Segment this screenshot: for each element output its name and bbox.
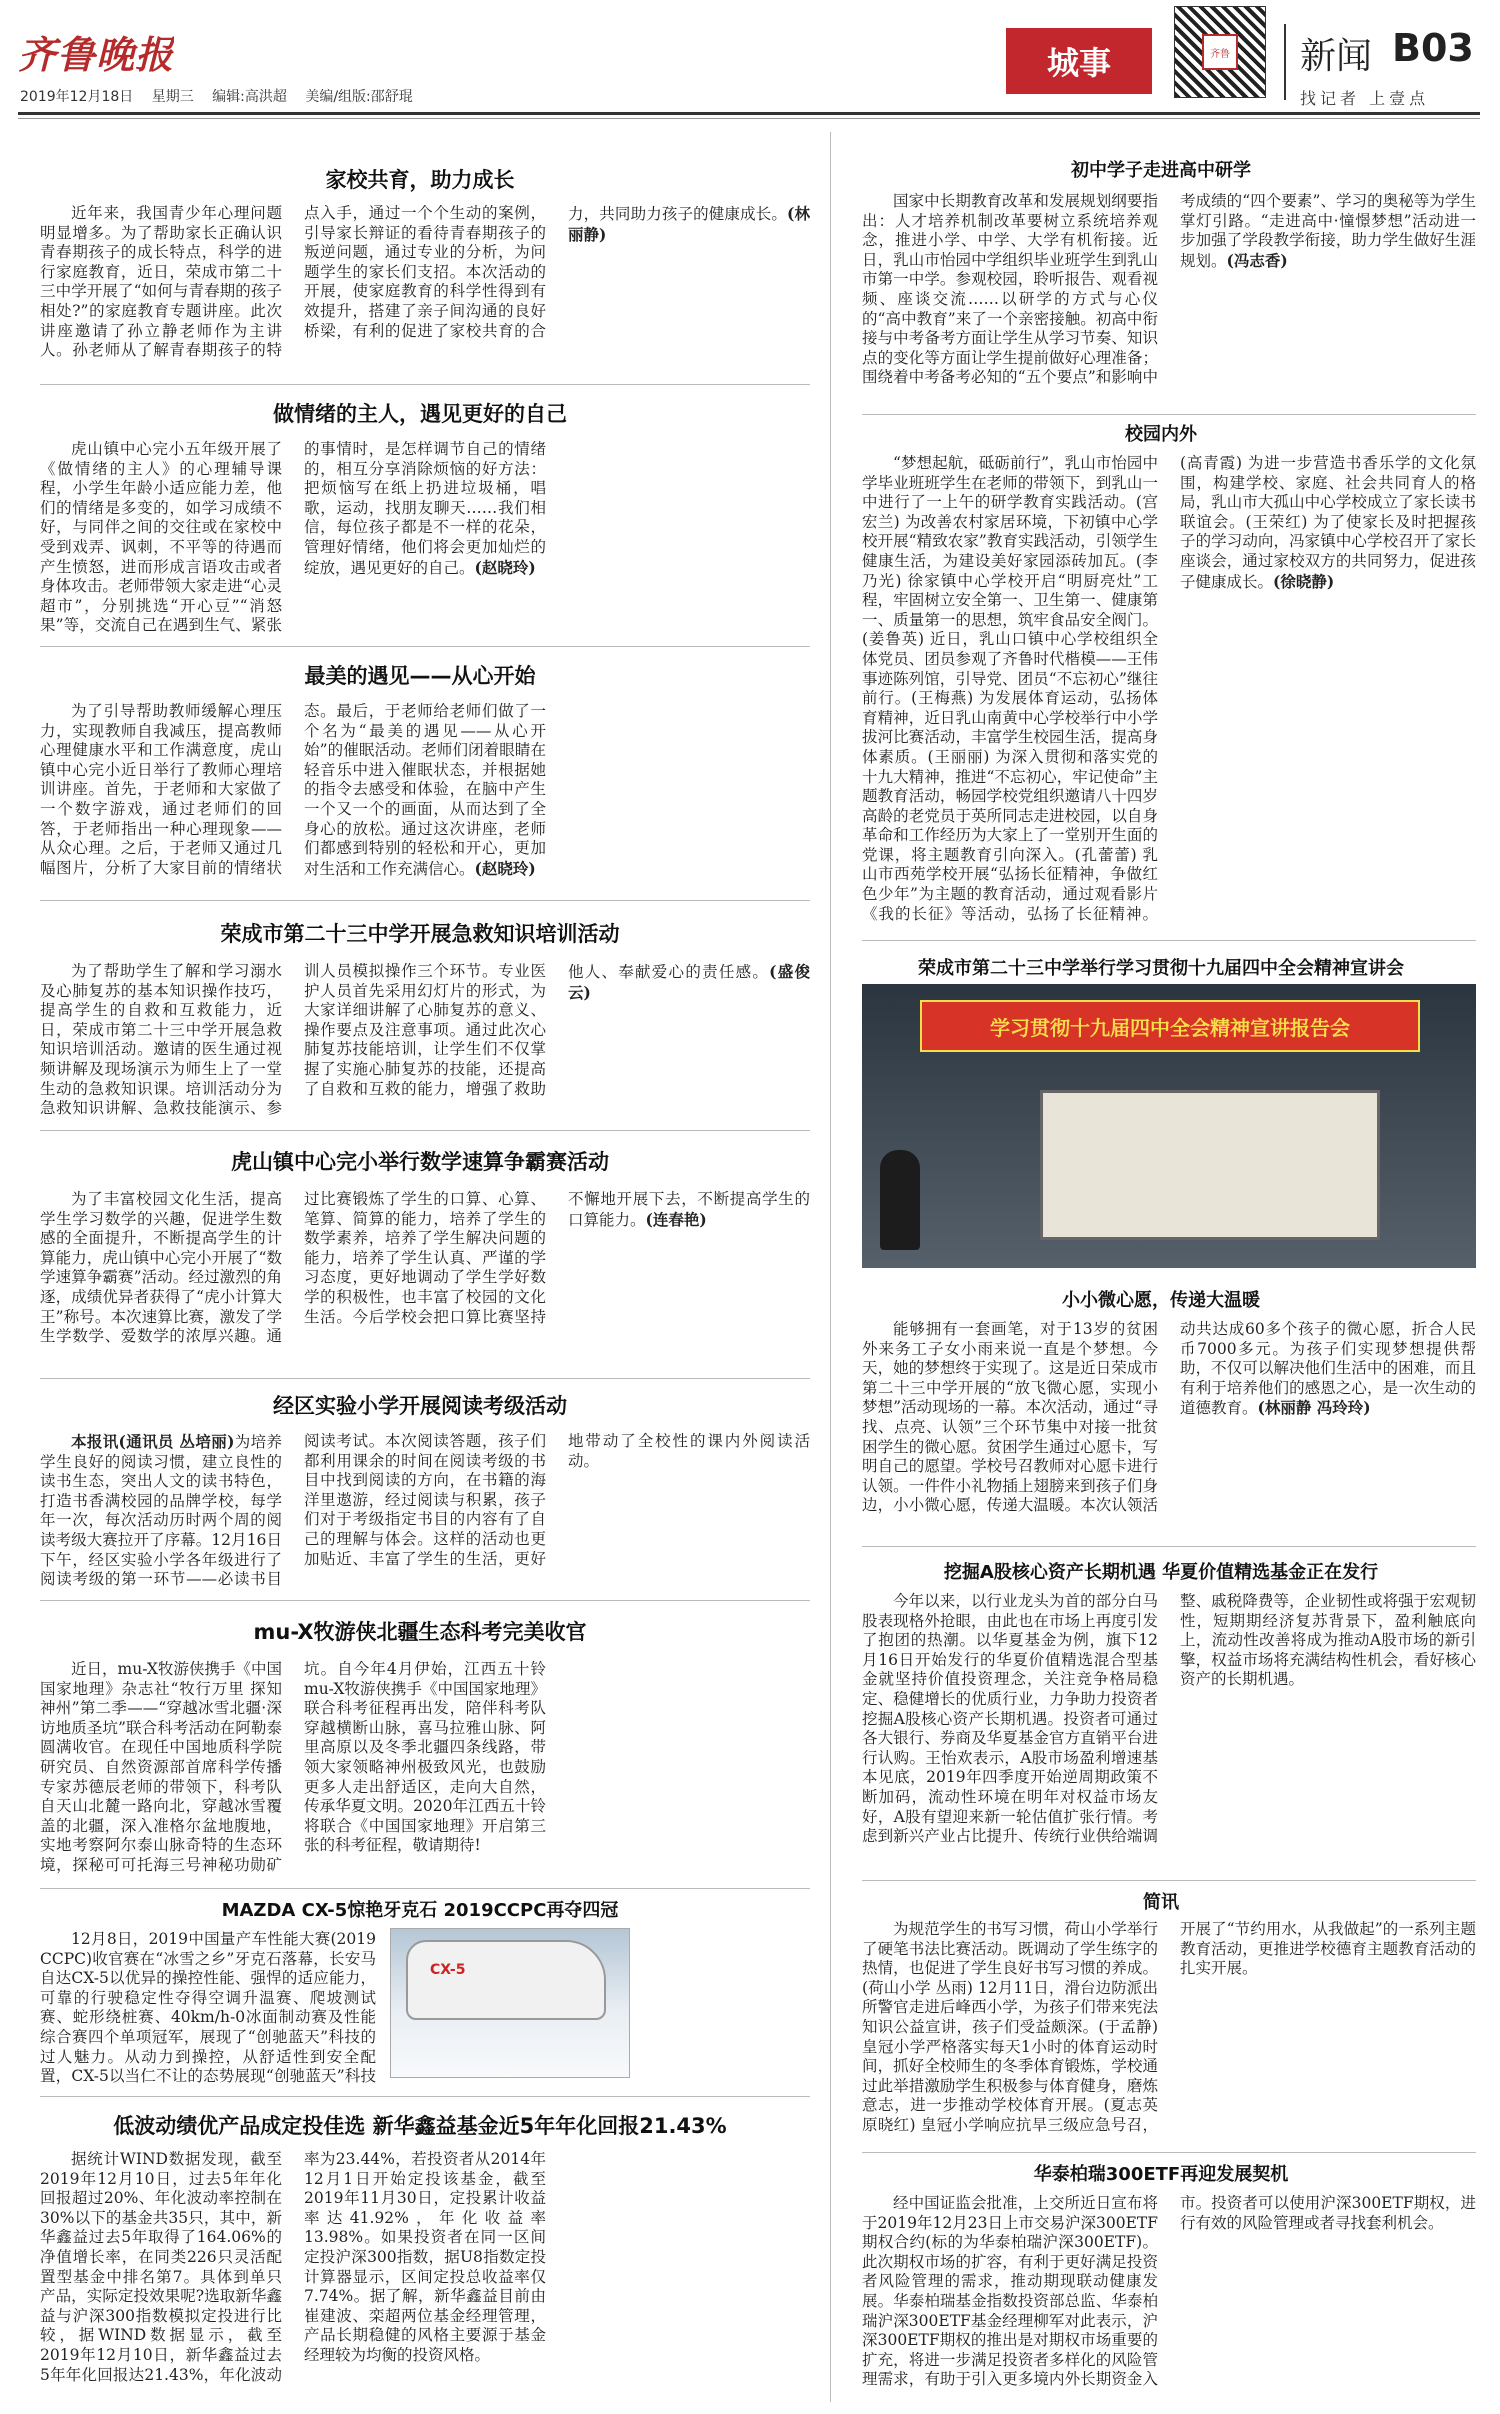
issue-designer: 美编/组版:邵舒琨 (305, 89, 413, 105)
article-separator (40, 646, 810, 647)
article-body (40, 962, 810, 1122)
page-number: B03 (1392, 26, 1474, 70)
article-separator (40, 1378, 810, 1379)
article-separator (40, 1600, 810, 1601)
qr-center-label: 齐鲁 (1202, 34, 1238, 70)
article-text: 为规范学生的书写习惯，荷山小学举行了硬笔书法比赛活动。既调动了学生练字的热情，也促进了学生良好书写习惯的养成。(荷山小学 丛雨) 12月11日，滑台边防派出所警官走进后峰西小学，为孩子们带来宪法知识公益宣讲，孩子们受益颇深。(于孟静) 皇冠小学严格落实每天1小时的体育运动时间，抓好全校师生的冬季体育锻炼，学校通过此举措激励学生积极参与体育健身，磨炼意志，进一步推动学校体育开展。(夏志英 原晓红) 皇冠小学响应抗旱三级应急号召，开展了“节约用水，从我做起”的一系列主题教育活动，更推进学校德育主题教育活动的扎实开展。 (862, 1920, 1476, 2134)
article-body (40, 204, 810, 376)
article-byline: (盛俊云) (568, 962, 810, 1002)
article-separator (40, 384, 810, 385)
article-title: 虎山镇中心完小举行数学速算争霸赛活动 (231, 1150, 609, 1174)
projection-screen (1040, 1090, 1380, 1240)
article-text: 经中国证监会批准，上交所近日宣布将于2019年12月23日上市交易沪深300ETF期权合约(标的为华泰柏瑞沪深300ETF)。此次期权市场的扩容，有利于更好满足投资者风险管理的需求，推动期现联动健康发展。华泰柏瑞基金指数投资部总监、华泰柏瑞沪深300ETF基金经理柳军对此表示，沪深300ETF期权的推出是对期权市场重要的扩充，将进一步满足投资者多样化的风险管理需求，有助于引入更多境内外长期资金入市。投资者可以使用沪深300ETF期权，进行有效的风险管理或者寻找套利机会。 (862, 2194, 1476, 2389)
article-text: 为了丰富校园文化生活，提高学生学习数学的兴趣，促进学生数感的全面提升，不断提高学生的计算能力，虎山镇中心完小开展了“数学速算争霸赛”活动。经过激烈的角逐，成绩优异者获得了“虎小计算大王”称号。本次速算比赛，激发了学生学数学、爱数学的浓厚兴趣。通过比赛锻炼了学生的口算、心算、笔算、简算的能力，培养了学生的数学素养，培养了学生解决问题的能力，培养了学生认真、严谨的学习态度，更好地调动了学生学好数学的积极性，也丰富了校园的文化生活。今后学校会把口算比赛坚持不懈地开展下去，不断提高学生的口算能力。 (40, 1190, 810, 1346)
article-title: 校园内外 (1125, 424, 1197, 445)
news-label: 新闻 (1300, 36, 1373, 77)
event-banner: 学习贯彻十九届四中全会精神宣讲报告会 (920, 1000, 1420, 1052)
article-separator (40, 900, 810, 901)
article-byline: (赵晓玲) (474, 557, 536, 577)
car-shape (406, 1940, 606, 2020)
article-title: mu-X牧游侠北疆生态科考完美收官 (253, 1620, 587, 1644)
masthead-rule (18, 112, 1480, 115)
article-text: 国家中长期教育改革和发展规划纲要指出：人才培养机制改革要树立系统培养观念，推进小学、中学、大学有机衔接。近日，乳山市怡园中学组织毕业班学生到乳山市第一中学。参观校园，聆听报告、观看视频、座谈交流……以研学的方式与心仪的“高中教育”来了一个亲密接触。初高中衔接与中考备考方面让学生从学习节奏、知识点的变化等方面让学生提前做好心理准备；围绕着中考备考必知的“五个要点”和影响中考成绩的“四个要素”、学习的奥秘等为学生掌灯引路。“走进高中·憧憬梦想”活动进一步加强了学段教学衔接，助力学生做好生涯规划。 (862, 192, 1476, 387)
article-separator (862, 2152, 1476, 2153)
article-body-left (40, 1930, 376, 2086)
masthead-divider (1284, 24, 1286, 100)
article-text: 近年来，我国青少年心理问题明显增多。为了帮助家长正确认识青春期孩子的成长特点，科学的进行家庭教育，近日，荣成市第二十三中学开展了“如何与青春期的孩子相处?”的家庭教育专题讲座。此次讲座邀请了孙立静老师作为主讲人。孙老师从了解青春期孩子的特点入手，通过一个个生动的案例，引导家长辩证的看待青春期孩子的叛逆问题，通过专业的分析，为问题学生的家长们支招。本次活动的开展，使家庭教育的科学性得到有效提升，搭建了亲子间沟通的良好桥梁，有利的促进了家校共育的合力，共同助力孩子的健康成长。 (40, 204, 787, 360)
article-byline: (连春艳) (645, 1209, 707, 1229)
article-byline: (徐晓静) (1273, 571, 1335, 591)
article-separator (862, 1880, 1476, 1881)
article-body (40, 1660, 810, 1882)
article-body (862, 1920, 1476, 2148)
article-title: 家校共育，助力成长 (325, 168, 515, 192)
article-title: 华泰柏瑞300ETF再迎发展契机 (1033, 2164, 1289, 2185)
article-body (40, 1432, 810, 1592)
article-separator (862, 940, 1476, 941)
article-separator (40, 1130, 810, 1131)
article-lead: 本报讯(通讯员 丛培丽) (71, 1432, 235, 1451)
article-title: 经区实验小学开展阅读考级活动 (273, 1394, 567, 1418)
article-text: 为了帮助学生了解和学习溺水及心肺复苏的基本知识操作技巧，提高学生的自救和互救能力，近日，荣成市第二十三中学开展急救知识培训活动。邀请的医生通过视频讲解及现场演示为师生上了一堂生动的急救知识课。培训活动分为急救知识讲解、急救技能演示、参训人员模拟操作三个环节。专业医护人员首先采用幻灯片的形式，为大家详细讲解了心肺复苏的意义、操作要点及注意事项。通过此次心肺复苏技能培训，让学生们不仅掌握了实施心肺复苏的技能，还提高了自救和互救的能力，增强了救助他人、奉献爱心的责任感。 (40, 962, 770, 1118)
section-label: 城事 (1006, 28, 1152, 94)
article-body (862, 192, 1476, 406)
article-text: 能够拥有一套画笔，对于13岁的贫困外来务工子女小雨来说一直是个梦想。今天，她的梦想终于实现了。这是近日荣成市第二十三中学开展的“放飞微心愿，实现小梦想”活动现场的一幕。本次活动，通过“寻找、点亮、认领”三个环节集中对接一批贫困学生的微心愿。贫困学生通过心愿卡，写明自己的愿望。学校号召教师对心愿卡进行认领。一件件小礼物插上翅膀来到孩子们身边，小小微心愿，传递大温暖。本次认领活动共达成60多个孩子的微心愿，折合人民币7000多元。为孩子们实现梦想提供帮助，不仅可以解决他们生活中的困难，而且有利于培养他们的感恩之心，是一次生动的道德教育。 (862, 1320, 1476, 1515)
article-title: 挖掘A股核心资产长期机遇 华夏价值精选基金正在发行 (943, 1562, 1379, 1583)
article-title: 最美的遇见——从心开始 (304, 664, 536, 688)
article-title: 初中学子走进高中研学 (1071, 160, 1251, 181)
article-text: 12月8日，2019中国量产车性能大赛(2019 CCPC)收官赛在“冰雪之乡”牙克石落幕，长安马自达CX-5以优异的操控性能、强悍的适应能力，可靠的行驶稳定性夺得空调升温赛、爬坡测试赛、蛇形绕桩赛、40km/h-0冰面制动赛及性能综合赛四个单项冠军，展现了“创驰蓝天”科技的过人魅力。从动力到操控，从舒适性到安全配置，CX-5以当仁不让的态势展现“创驰蓝天”科技 (40, 1930, 376, 2086)
article-body (40, 702, 810, 888)
article-text: 虎山镇中心完小五年级开展了《做情绪的主人》的心理辅导课程，小学生年龄小适应能力差，他们的情绪是多变的，如学习成绩不好，与同伴之间的交往或在家校中受到戏弄、讽刺，不平等的待遇而产生愤怒，进而形成言语攻击或者身体攻击。老师带领大家走进“心灵超市”，分别挑选“开心豆”“消怒果”等，交流自己在遇到生气、紧张的事情时，是怎样调节自己的情绪的，相互分享消除烦恼的好方法：把烦恼写在纸上扔进垃圾桶，唱歌，运动，找朋友聊天……我们相信，每位孩子都是不一样的花朵，管理好情绪，他们将会更加灿烂的绽放，遇见更好的自己。 (40, 440, 546, 635)
column-divider (830, 132, 831, 2402)
article-text: 为了引导帮助教师缓解心理压力，实现教师自我减压，提高教师心理健康水平和工作满意度，虎山镇中心完小近日举行了教师心理培训讲座。首先，于老师和大家做了一个数字游戏，通过老师们的回答，于老师指出一种心理现象——从众心理。之后，于老师又通过几幅图片，分析了大家目前的情绪状态。最后，于老师给老师们做了一个名为“最美的遇见——从心开始”的催眠活动。老师们闭着眼睛在轻音乐中进入催眠状态，并根据她的指令去感受和体验，在脑中产生一个又一个的画面，从而达到了全身心的放松。通过这次讲座，老师们都感到特别的轻松和开心，更加对生活和工作充满信心。 (40, 702, 546, 878)
article-text: 为培养学生良好的阅读习惯，建立良性的读书生态，突出人文的读书特色，打造书香满校园的品牌学校，每学年一次，每次活动历时两个周的阅读考级大赛拉开了序幕。12月16日下午，经区实验小学各年级进行了阅读考级的第一环节——必读书目阅读考试。本次阅读答题，孩子们都利用课余的时间在阅读考级的书目中找到阅读的方向，在书籍的海洋里遨游，经过阅读与积累，孩子们对于考级指定书目的内容有了自己的理解与体会。这样的活动也更加贴近、丰富了学生的生活，更好地带动了全校性的课内外阅读活动。 (40, 1432, 810, 1589)
article-body (862, 2194, 1476, 2398)
issue-weekday: 星期三 (151, 89, 194, 105)
car-badge: CX-5 (430, 1962, 466, 1978)
article-body (40, 440, 810, 640)
article-title: 荣成市第二十三中学开展急救知识培训活动 (220, 922, 620, 946)
article-title: 荣成市第二十三中学举行学习贯彻十九届四中全会精神宣讲会 (918, 958, 1404, 979)
article-body (862, 454, 1476, 932)
article-title: 做情绪的主人，遇见更好的自己 (273, 402, 567, 426)
issue-editor: 编辑:高洪超 (212, 89, 287, 105)
newspaper-logo: 齐鲁晚报 (18, 35, 175, 77)
masthead-rule-thin (18, 118, 1480, 119)
speaker-figure (880, 1150, 920, 1250)
article-separator (40, 2096, 810, 2097)
article-byline: (林丽静 冯玲玲) (1257, 1398, 1371, 1418)
article-separator (40, 1888, 810, 1889)
article-title: MAZDA CX-5惊艳牙克石 2019CCPC再夺四冠 (221, 1900, 619, 1921)
article-byline: (林丽静) (568, 204, 810, 244)
article-title: 低波动绩优产品成定投佳选 新华鑫益基金近5年年化回报21.43% (113, 2114, 727, 2138)
issue-date: 2019年12月18日 (20, 89, 134, 105)
article-text: “梦想起航，砥砺前行”，乳山市怡园中学毕业班班学生在老师的带领下，到乳山一中进行了一上午的研学教育实践活动。(宫宏兰) 为改善农村家居环境，下初镇中心学校开展“精致农家”教育实践活动，引领学生健康生活，为建设美好家园添砖加瓦。(李乃光) 徐家镇中心学校开启“明厨亮灶”工程，牢固树立安全第一、卫生第一、健康第一、质量第一的思想，筑牢食品安全阀门。(姜鲁英) 近日，乳山口镇中心学校组织全体党员、团员参观了齐鲁时代楷模——王伟事迹陈列馆，引导党、团员“不忘初心”继往前行。(王梅燕) 为发展体育运动，弘扬体育精神，近日乳山南黄中心学校举行中小学拔河比赛活动，丰富学生校园生活，提高身体素质。(王丽丽) 为深入贯彻和落实党的十九大精神，推进“不忘初心，牢记使命”主题教育活动，畅园学校党组织邀请八十四岁高龄的老党员于英所同志走进校园，以自身革命和工作经历为大家上了一堂别开生面的党课，将主题教育引向深入。(孔蕾蕾) 乳山市西苑学校开展“弘扬长征精神，争做红色少年”为主题的教育活动，通过观看影片《我的长征》等活动，弘扬了长征精神。(高青霞) 为进一步营造书香乐学的文化氛围，构建学校、家庭、社会共同育人的格局，乳山市大孤山中心学校成立了家长读书联谊会。(王荣红) 为了使家长及时把握孩子的学习动向，冯家镇中心学校召开了家长座谈会，通过家校双方的共同努力，促进孩子健康成长。 (862, 454, 1476, 923)
article-body (862, 1320, 1476, 1520)
article-text: 近日，mu-X牧游侠携手《中国国家地理》杂志社“牧行万里 探知神州”第二季——“穿越冰雪北疆·深访地质圣坑”联合科考活动在阿勒泰圆满收官。在现任中国地质科学院研究员、自然资源部首席科学传播专家苏德辰老师的带领下，科考队自天山北麓一路向北，穿越冰雪覆盖的北疆，深入准格尔盆地腹地，实地考察阿尔泰山脉奇特的生态环境，探秘可可托海三号神秘功勋矿坑。自今年4月伊始，江西五十铃mu-X牧游侠携手《中国国家地理》联合科考征程再出发，陪伴科考队穿越横断山脉，喜马拉雅山脉、阿里高原以及冬季北疆四条线路，带领大家领略神州极致风光，也鼓励更多人走出舒适区，走向大自然，传承华夏文明。2020年江西五十铃将联合《中国国家地理》开启第三张的科考征程，敬请期待! (40, 1660, 546, 1874)
article-title: 小小微心愿，传递大温暖 (1062, 1290, 1260, 1311)
article-separator (862, 414, 1476, 415)
article-body (40, 1190, 810, 1366)
reporter-slogan: 找记者 上壹点 (1300, 89, 1430, 108)
article-title: 简讯 (1143, 1892, 1179, 1913)
article-byline: (冯志香) (1226, 250, 1288, 270)
article-byline: (赵晓玲) (474, 858, 536, 878)
article-text: 据统计WIND数据发现，截至2019年12月10日，过去5年年化回报超过20%、年化波动率控制在30%以下的基金共35只，其中，新华鑫益过去5年取得了164.06%的净值增长率，在同类226只灵活配置型基金中排名第7。具体到单只产品，实际定投效果呢?选取新华鑫益与沪深300指数模拟定投进行比较，据WIND数据显示，截至2019年12月10日，新华鑫益过去5年年化回报达21.43%，年化波动率为23.44%，若投资者从2014年12月1日开始定投该基金，截至2019年11月30日，定投累计收益率达41.92%，年化收益率13.98%。如果投资者在同一区间定投沪深300指数，据U8指数定投计算器显示，区间定投总收益率仅7.74%。据了解，新华鑫益目前由崔建波、栾超两位基金经理管理，产品长期稳健的风格主要源于基金经理较为均衡的投资风格。 (40, 2150, 546, 2384)
article-body (862, 1592, 1476, 1848)
article-separator (862, 1546, 1476, 1547)
article-text: 今年以来，以行业龙头为首的部分白马股表现格外抢眼，由此也在市场上再度引发了抱团的热潮。以华夏基金为例，旗下12月16日开始发行的华夏价值精选混合型基金就坚持价值投资理念，关注竞争格局稳定、稳健增长的优质行业，力争助力投资者挖掘A股核心资产长期机遇。投资者可通过各大银行、券商及华夏基金官方直销平台进行认购。王怡欢表示，A股市场盈利增速基本见底，2019年四季度开始逆周期政策不断加码，流动性环境在明年对权益市场友好，A股有望迎来新一轮估值扩张行情。考虑到新兴产业占比提升、传统行业供给端调整、戚税降费等，企业韧性或将强于宏观韧性，短期期经济复苏背景下，盈利触底向上，流动性改善将成为推动A股市场的新引擎，权益市场将充满结构性机会，看好核心资产的长期机遇。 (862, 1592, 1476, 1846)
article-body (40, 2150, 810, 2394)
issue-info (20, 86, 427, 106)
